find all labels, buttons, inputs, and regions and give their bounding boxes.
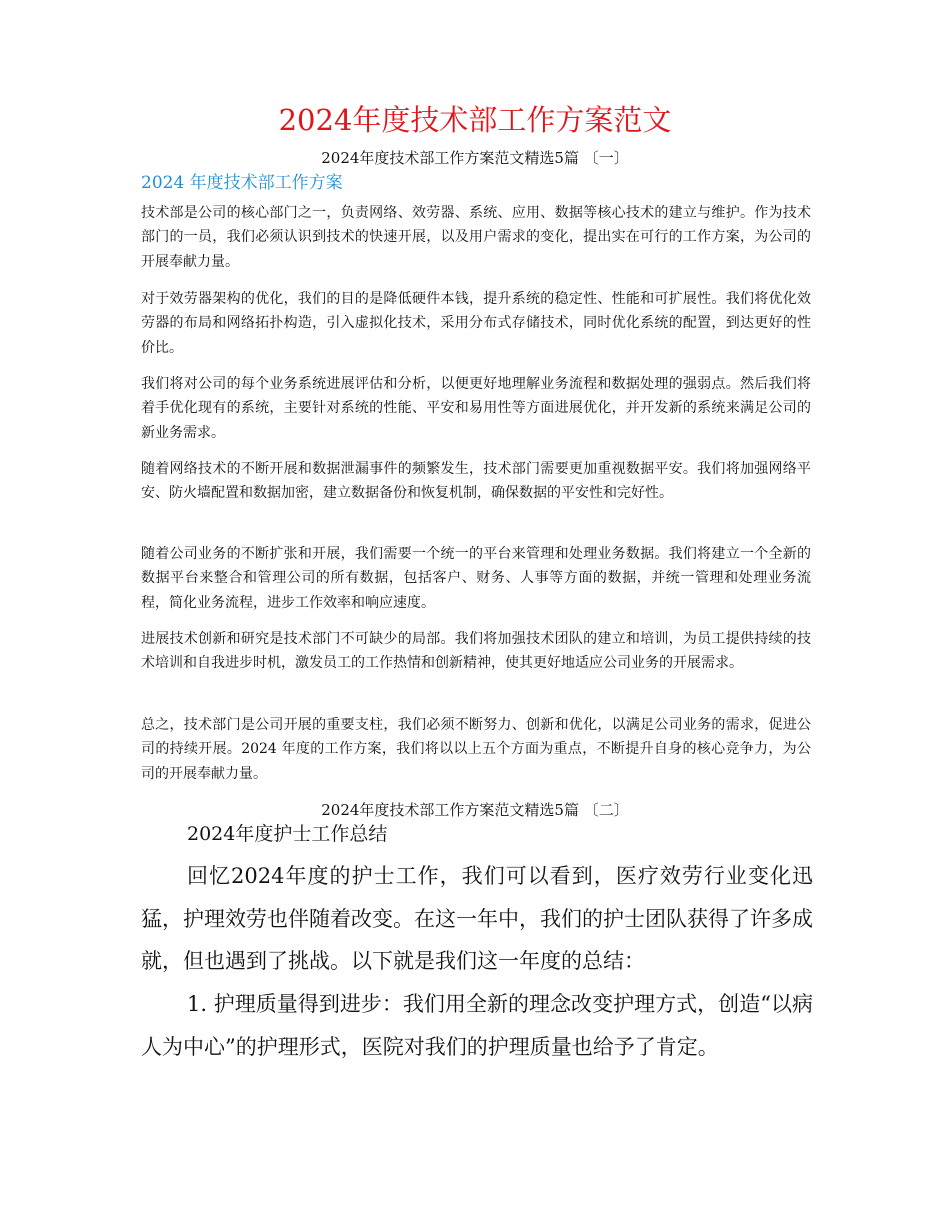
document-title: 2024年度技术部工作方案范文 xyxy=(278,103,672,137)
paragraph: 对于效劳器架构的优化，我们的目的是降低硬件本钱，提升系统的稳定性、性能和可扩展性。我们将优化效劳器的布局和网络拓扑构造，引入虚拟化技术，采用分布式存储技术，同时优化系统的配置，到达更好的性价比。 xyxy=(141,291,811,356)
section-title: 2024 年度技术部工作方案 xyxy=(141,173,343,193)
subheading-one: 2024年度技术部工作方案范文精选5篇 〔一〕 xyxy=(321,149,629,167)
paragraph: 进展技术创新和研究是技术部门不可缺少的局部。我们将加强技术团队的建立和培训，为员工提供持续的技术培训和自我进步时机，激发员工的工作热情和创新精神，使其更好地适应公司业务的开展需求。 xyxy=(141,631,811,672)
paragraph: 我们将对公司的每个业务系统进展评估和分析，以便更好地理解业务流程和数据处理的强弱点。然后我们将着手优化现有的系统，主要针对系统的性能、平安和易用性等方面进展优化，并开发新的系统来满足公司的新业务需求。 xyxy=(141,376,811,441)
paragraph: 总之，技术部门是公司开展的重要支柱，我们必须不断努力、创新和优化，以满足公司业务的需求，促进公司的持续开展。2024 年度的工作方案，我们将以以上五个方面为重点，不断提升自身的核心竞争力，为公司的开展奉献力量。 xyxy=(141,717,811,782)
section-two-title: 2024年度护士工作总结 xyxy=(187,823,388,845)
subheading-two: 2024年度技术部工作方案范文精选5篇 〔二〕 xyxy=(321,801,629,819)
paragraph: 技术部是公司的核心部门之一，负责网络、效劳器、系统、应用、数据等核心技术的建立与维护。作为技术部门的一员，我们必须认识到技术的快速开展，以及用户需求的变化，提出实在可行的工作方案，为公司的开展奉献力量。 xyxy=(141,205,811,270)
paragraph: 1. 护理质量得到进步：我们用全新的理念改变护理方式，创造“以病人为中心”的护理形式，医院对我们的护理质量也给予了肯定。 xyxy=(141,992,813,1059)
paragraph: 随着网络技术的不断开展和数据泄漏事件的频繁发生，技术部门需要更加重视数据平安。我们将加强网络平安、防火墙配置和数据加密，建立数据备份和恢复机制，确保数据的平安性和完好性。 xyxy=(141,461,811,502)
paragraph: 随着公司业务的不断扩张和开展，我们需要一个统一的平台来管理和处理业务数据。我们将建立一个全新的数据平台来整合和管理公司的所有数据，包括客户、财务、人事等方面的数据，并统一管理和处理业务流程，简化业务流程，进步工作效率和响应速度。 xyxy=(141,546,811,611)
paragraph: 回忆2024年度的护士工作，我们可以看到，医疗效劳行业变化迅猛，护理效劳也伴随着改变。在这一年中，我们的护士团队获得了许多成就，但也遇到了挑战。以下就是我们这一年度的总结： xyxy=(141,864,813,973)
